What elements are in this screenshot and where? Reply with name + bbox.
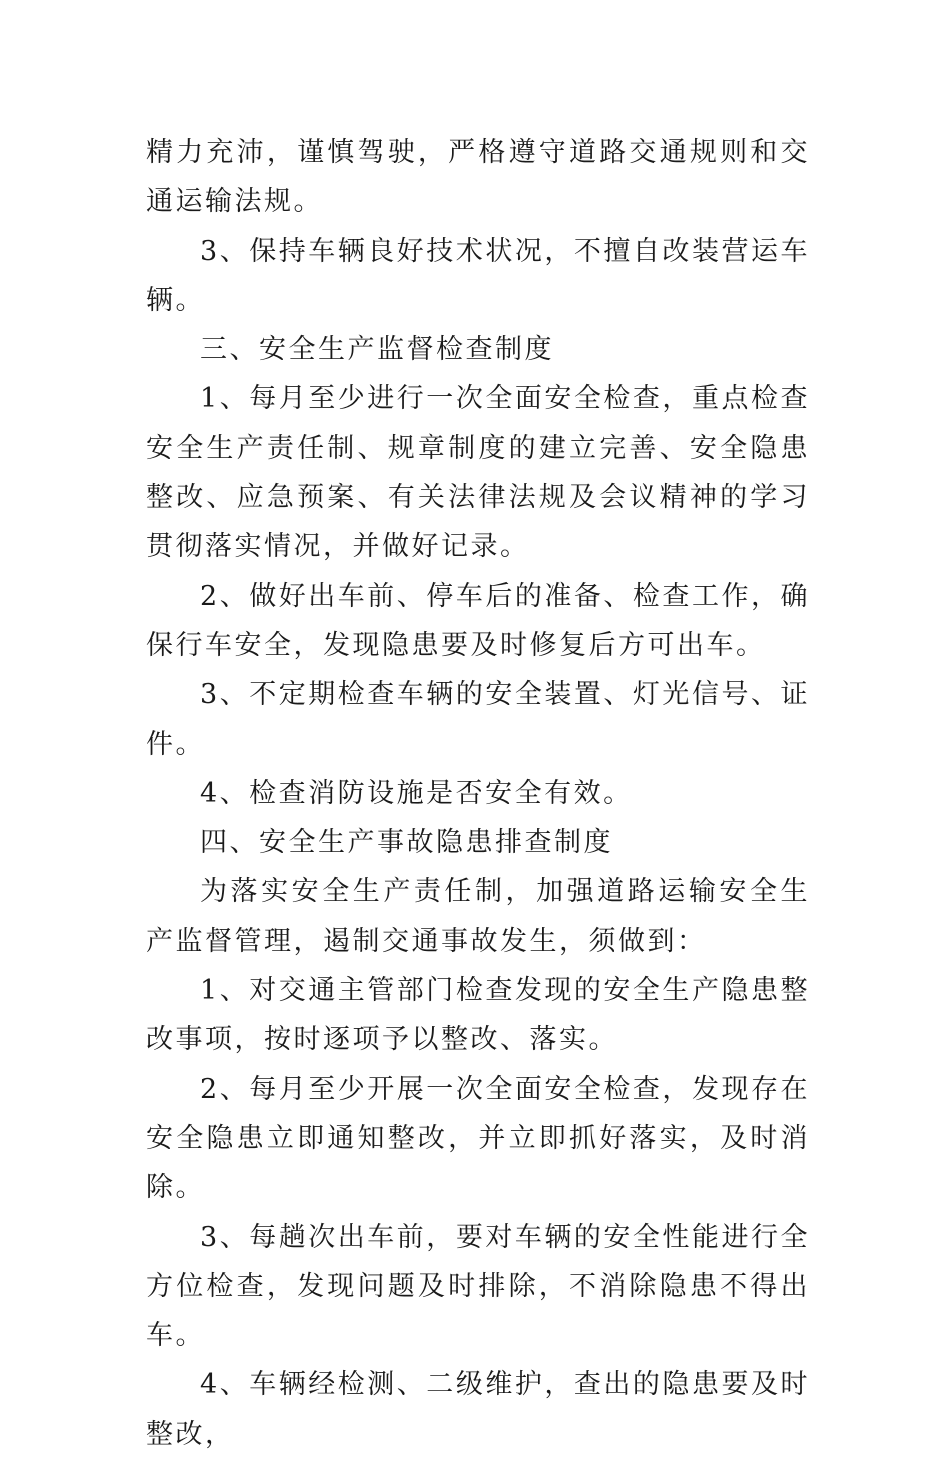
document-body (146, 128, 810, 1459)
paragraph-fire-facilities: 4、检查消防设施是否安全有效。 (200, 777, 633, 809)
paragraph-monthly-check: 1、每月至少进行一次全面安全检查，重点检查安全生产责任制、规章制度的建立完善、安全隐患整改、应急预案、有关法律法规及会议精神的学习贯彻落实情况，并做好记录。 (146, 383, 810, 563)
paragraph-hazard-1: 1、对交通主管部门检查发现的安全生产隐患整改事项，按时逐项予以整改、落实。 (146, 975, 810, 1056)
paragraph-hazard-4: 4、车辆经检测、二级维护，查出的隐患要及时整改， (146, 1369, 810, 1450)
section-heading-hazard: 四、安全生产事故隐患排查制度 (200, 827, 613, 859)
paragraph-vehicle-condition: 3、保持车辆良好技术状况，不擅自改装营运车辆。 (146, 235, 810, 316)
paragraph-continuation: 精力充沛，谨慎驾驶，严格遵守道路交通规则和交通运输法规。 (146, 137, 810, 218)
paragraph-pre-trip-check: 2、做好出车前、停车后的准备、检查工作，确保行车安全，发现隐患要及时修复后方可出车。 (146, 580, 810, 661)
paragraph-hazard-2: 2、每月至少开展一次全面安全检查，发现存在安全隐患立即通知整改，并立即抓好落实，及时消除。 (146, 1073, 810, 1204)
paragraph-irregular-check: 3、不定期检查车辆的安全装置、灯光信号、证件。 (146, 679, 810, 760)
paragraph-hazard-intro: 为落实安全生产责任制，加强道路运输安全生产监督管理，遏制交通事故发生，须做到： (146, 876, 810, 957)
section-heading-supervision: 三、安全生产监督检查制度 (200, 334, 554, 366)
paragraph-hazard-3: 3、每趟次出车前，要对车辆的安全性能进行全方位检查，发现问题及时排除，不消除隐患不得出车。 (146, 1221, 810, 1352)
